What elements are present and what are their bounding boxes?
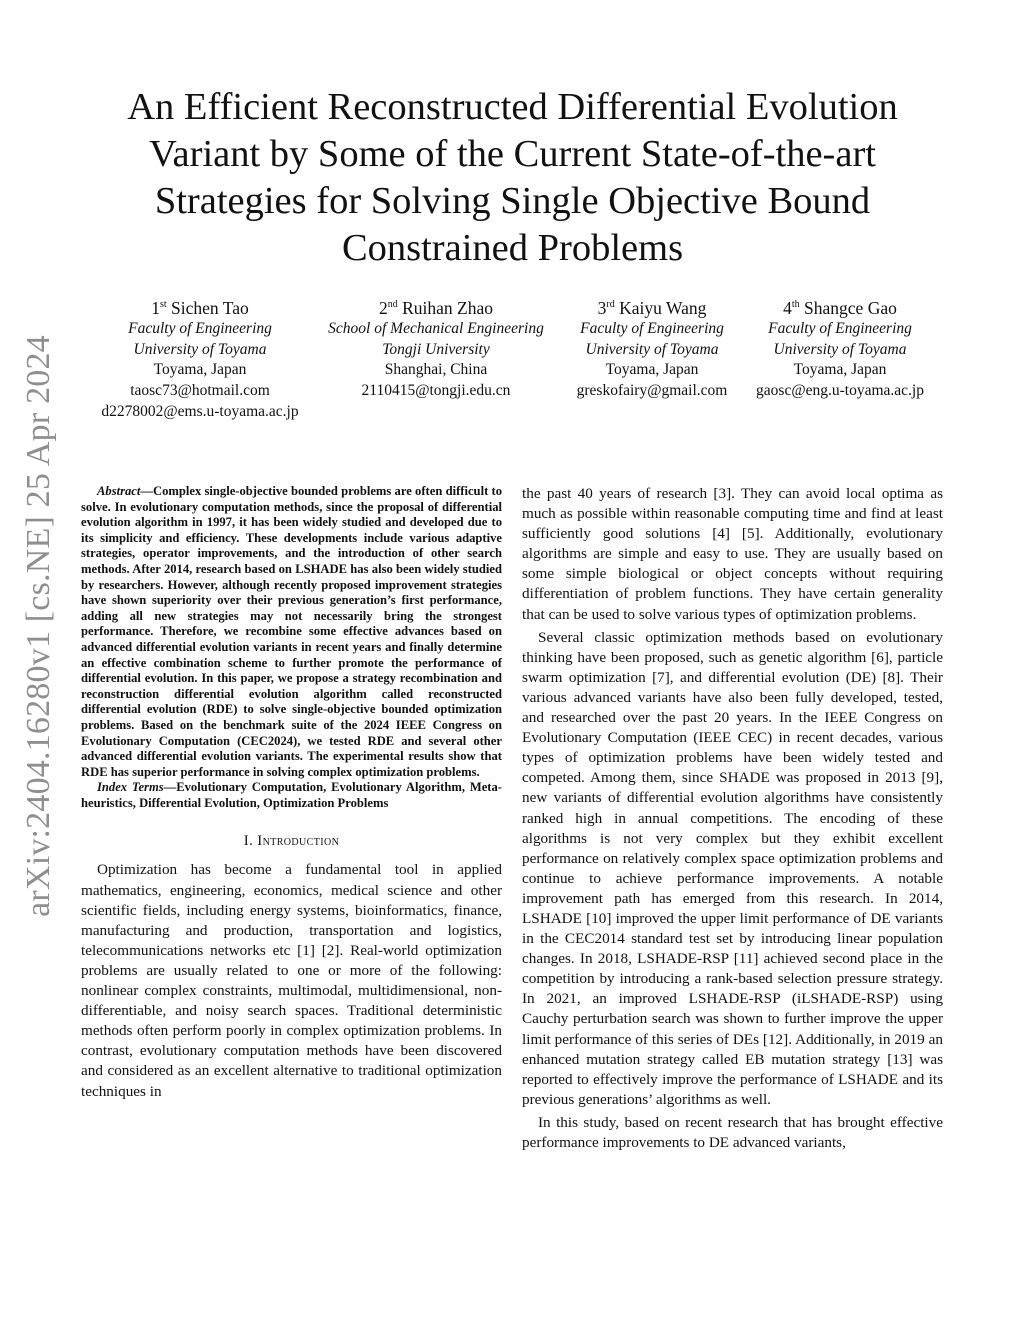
author-department: Faculty of Engineering — [580, 319, 724, 337]
author-name: 2nd Ruihan Zhao — [378, 297, 493, 318]
author-location: Toyama, Japan — [605, 361, 699, 379]
author-organization: University of Toyama — [773, 340, 907, 358]
index-terms — [81, 780, 502, 811]
arxiv-sidebar — [13, 320, 65, 932]
index-terms-label: Index Terms — [97, 780, 164, 795]
abstract-text: —Complex single-objective bounded problems are often difficult to solve. In evolutionary computation methods, since the proposal of differential evolution algorithm in 1997, it has been widely studied and developed due to its simplicity and efficiency. These developments include various adaptive strategies, operator improvements, and the introduction of other search methods. After 2014, research based on LSHADE has also been widely studied by researchers. However, although recently proposed improvement strategies have shown superiority over their previous generation’s first performance, adding all new strategies may not necessarily bring the strongest performance. Therefore, we recombine some effective advances based on advanced differential evolution variants in recent years and finally determine an effective combination scheme to further promote the performance of differential evolution. In this paper, we propose a strategy recombination and reconstruction differential evolution algorithm called reconstructed differential evolution (RDE) to solve single-objective bounded optimization problems. Based on the benchmark suite of the 2024 IEEE Congress on Evolutionary Computation (CEC2024), we tested RDE and several other advanced differential evolution variants. The experimental results show that RDE has superior performance in solving complex optimization problems. — [81, 484, 502, 779]
left-column — [81, 484, 502, 1102]
paragraph: Optimization has become a fundamental tool in applied mathematics, engineering, economics, medical science and other scientific fields, including energy systems, bioinformatics, finance, manufacturing and production, transportation and logistics, telecommunications networks etc [1] [2]. Real-world optimization problems are usually related to one or more of the following: nonlinear complex constraints, multimodal, multidimensional, non-differentiable, and noisy search spaces. Traditional deterministic methods often perform poorly in complex optimization problems. In contrast, evolutionary computation methods have been discovered and considered as an excellent alternative to traditional optimization techniques in — [81, 861, 502, 1100]
author-3 — [564, 294, 740, 402]
index-terms-text: —Evolutionary Computation, Evolutionary Algorithm, Meta-heuristics, Differential Evolution, Optimization Problems — [81, 780, 502, 810]
author-email: greskofairy@gmail.com — [576, 382, 728, 400]
author-organization: University of Toyama — [133, 340, 267, 358]
author-name: 3rd Kaiyu Wang — [597, 297, 707, 318]
author-name: 4th Shangce Gao — [783, 297, 897, 318]
abstract-label: Abstract — [97, 484, 141, 498]
author-organization: Tongji University — [382, 340, 490, 358]
paper-title: An Efficient Reconstructed Differential Evolution Variant by Some of the Current State-of-the-art Strategies for Solving Single Objective Bound Constrained Problems — [127, 86, 898, 269]
author-location: Shanghai, China — [384, 361, 488, 379]
right-column — [522, 484, 943, 1153]
author-2 — [312, 294, 560, 402]
author-organization: University of Toyama — [585, 340, 719, 358]
paragraph: In this study, based on recent research that has brought effective performance improvements to DE advanced variants, — [522, 1113, 943, 1151]
author-department: Faculty of Engineering — [128, 319, 272, 337]
author-email: taosc73@hotmail.com — [130, 382, 270, 400]
author-email: gaosc@eng.u-toyama.ac.jp — [756, 382, 924, 400]
section-heading-introduction: I. Introduction — [243, 833, 340, 850]
author-4 — [742, 294, 938, 402]
author-email: d2278002@ems.u-toyama.ac.jp — [101, 403, 299, 421]
author-department: School of Mechanical Engineering — [328, 319, 544, 337]
abstract — [81, 484, 502, 780]
author-location: Toyama, Japan — [793, 361, 887, 379]
author-email: 2110415@tongji.edu.cn — [361, 382, 511, 400]
paragraph: Several classic optimization methods based on evolutionary thinking have been proposed, such as genetic algorithm [6], particle swarm optimization [7], and differential evolution (DE) [8]. Their various advanced variants have also been fully developed, tested, and researched over the past 20 years. In the IEEE Congress on Evolutionary Computation (IEEE CEC) in recent decades, various types of optimization problems have been widely tested and competed. Among them, since SHADE was proposed in 2013 [9], new variants of differential evolution algorithms have consistently ranked high in annual competitions. The encoding of these algorithms is not very complex but they exhibit excellent performance on relatively complex space optimization problems and continue to achieve performance improvements. A notable improvement path has emerged from this research. In 2014, LSHADE [10] improved the upper limit performance of DE variants in the CEC2014 standard test set by introducing linear population changes. In 2018, LSHADE-RSP [11] achieved second place in the competition by introducing a rank-based selection pressure strategy. In 2021, an improved LSHADE-RSP (iLSHADE-RSP) using Cauchy perturbation search was shown to further improve the upper limit performance of this series of DEs [12]. Additionally, in 2019 an enhanced mutation strategy called EB mutation strategy [13] was reported to effectively improve the performance of LSHADE and its previous generations’ algorithms as well. — [522, 628, 943, 1108]
author-location: Toyama, Japan — [153, 361, 247, 379]
author-department: Faculty of Engineering — [768, 319, 912, 337]
author-1 — [88, 294, 312, 423]
arxiv-identifier: arXiv:2404.16280v1 [cs.NE] 25 Apr 2024 — [20, 335, 57, 917]
paragraph: the past 40 years of research [3]. They can avoid local optima as much as possible within reasonable computing time and find at least sufficiently good solutions [4] [5]. Additionally, evolutionary algorithms are simple and easy to use. They are usually based on some simple biological or object concepts without requiring differentiation of problem functions. They have certain generality that can be used to solve various types of optimization problems. — [522, 485, 943, 623]
author-name: 1st Sichen Tao — [151, 297, 249, 318]
